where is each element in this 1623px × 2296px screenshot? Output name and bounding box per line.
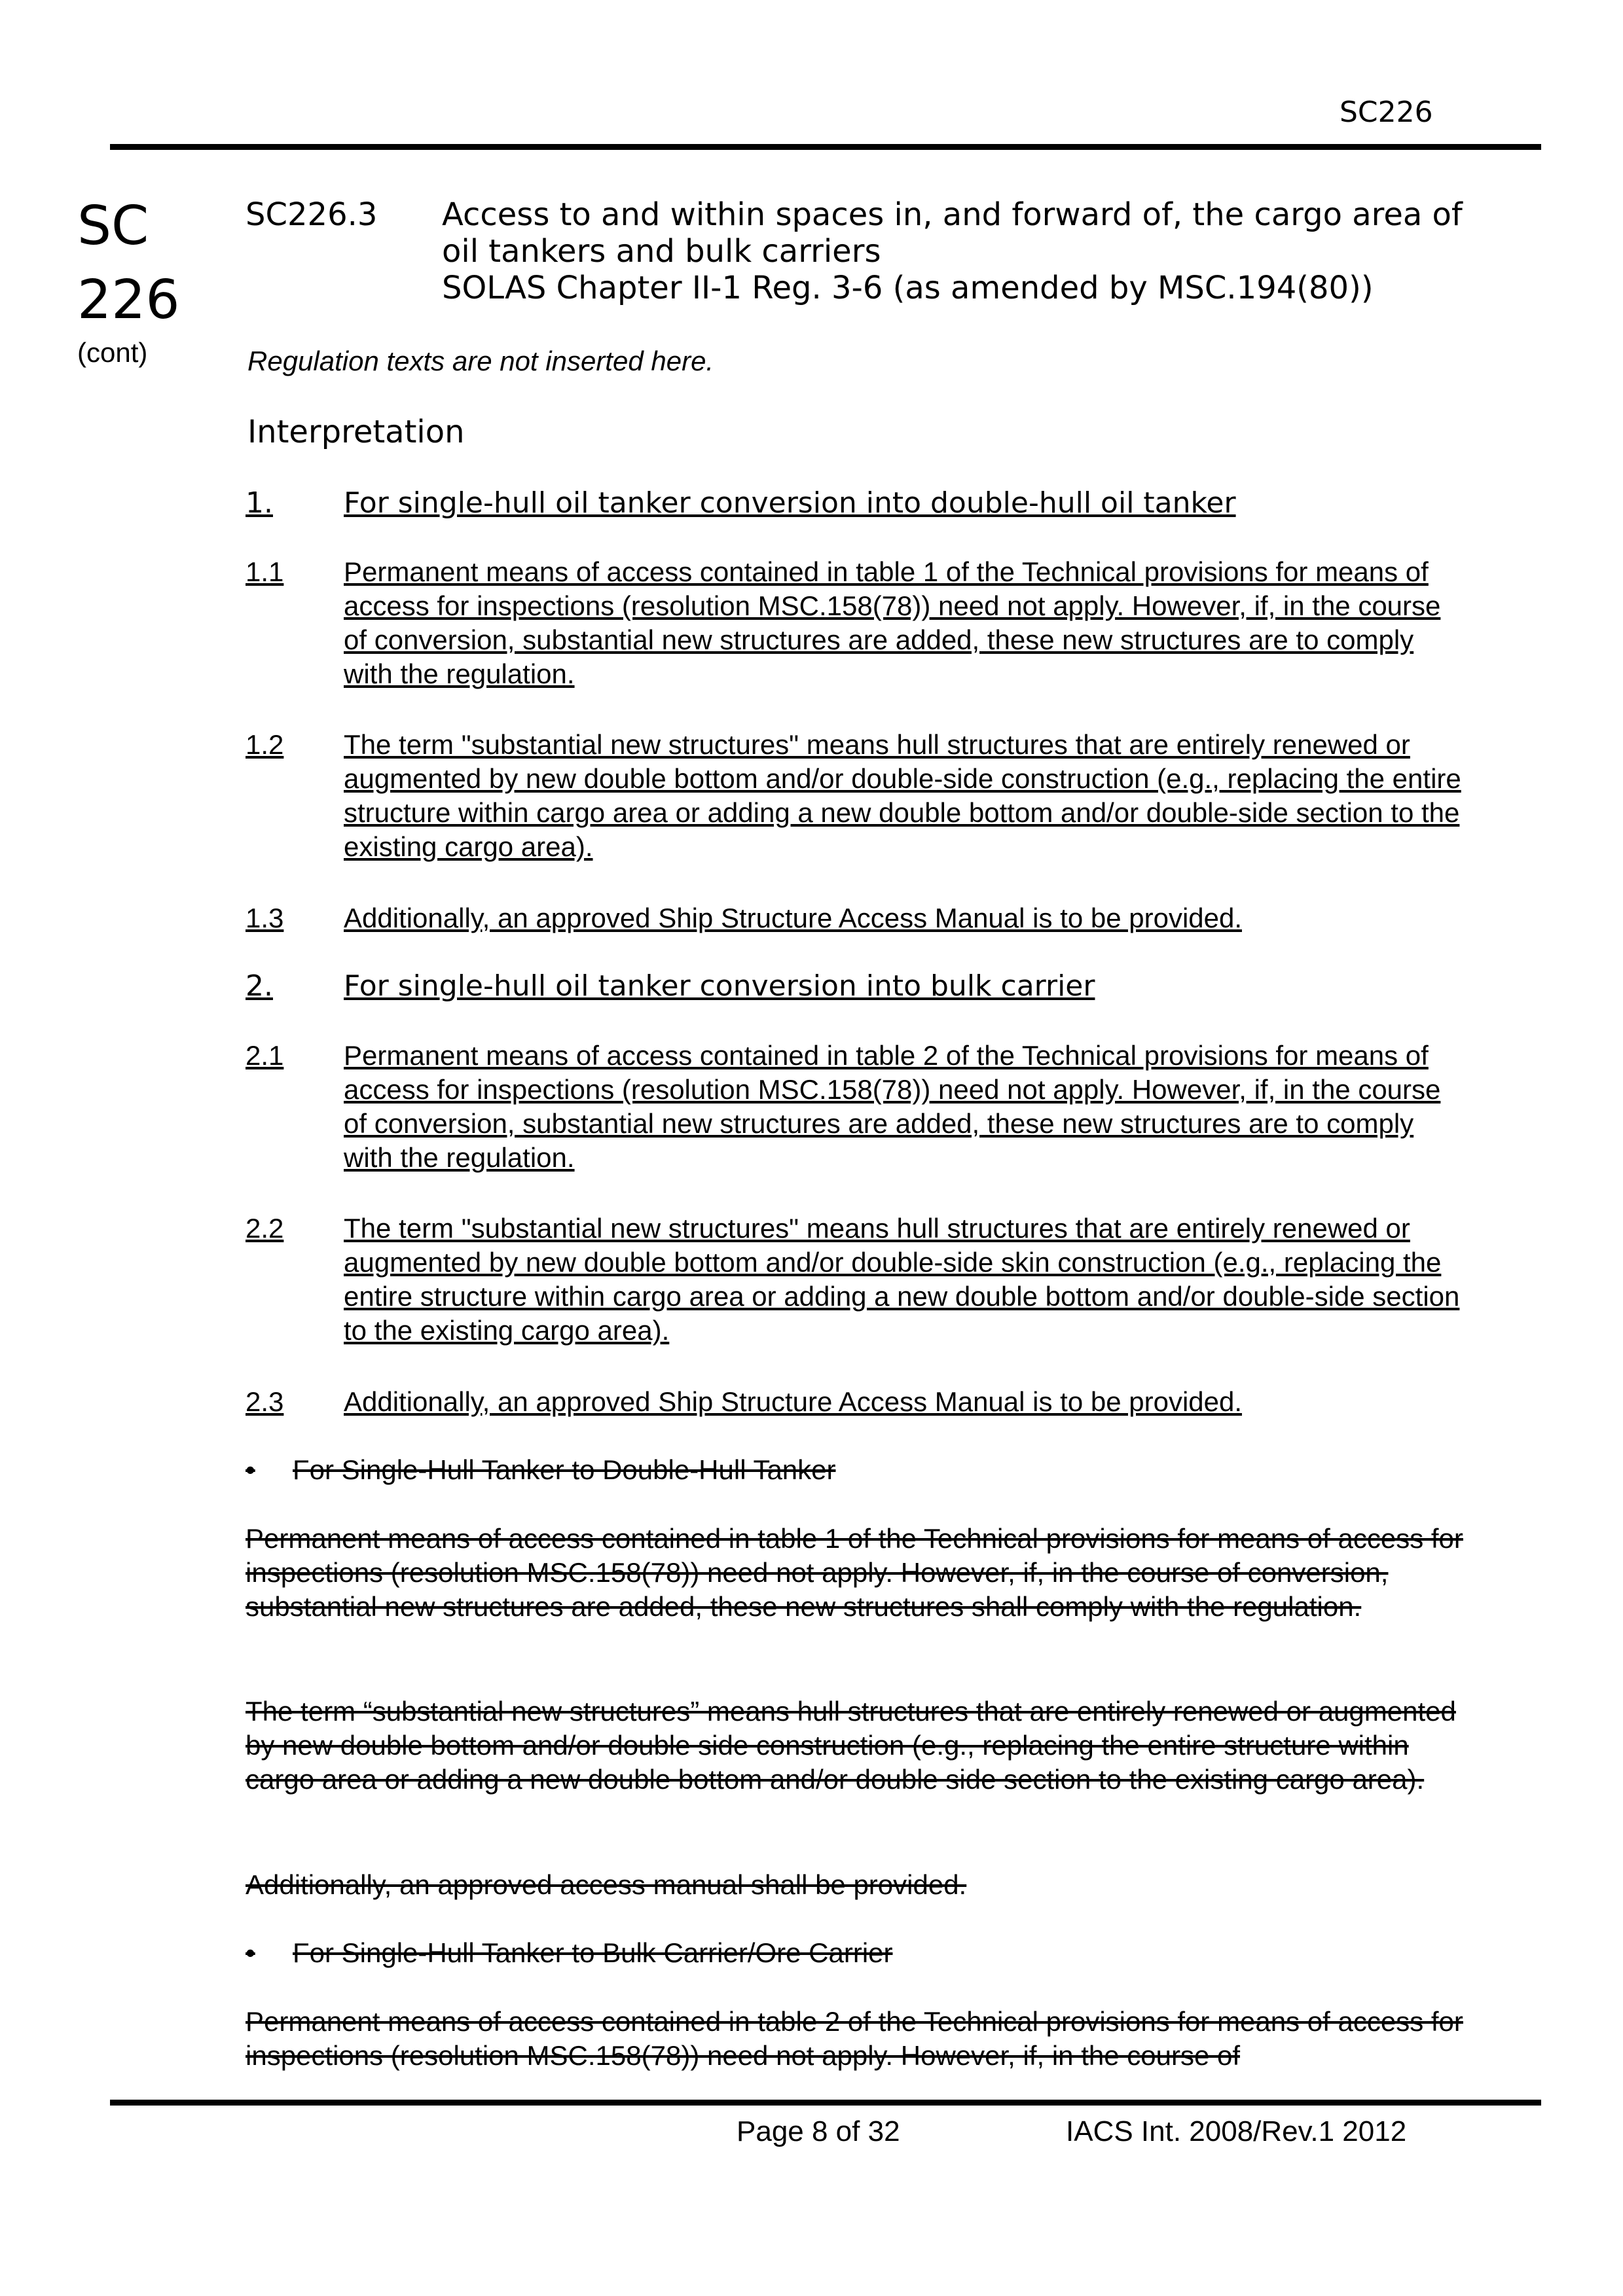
sidebar-sc: SC xyxy=(77,195,149,257)
deleted-bullet-1 xyxy=(246,1453,836,1487)
deleted-text-4: Permanent means of access contained in table 2 of the Technical provisions for means of access for inspections (resolution MSC.158(78)) need not apply. However, if, in the course of xyxy=(246,2006,1463,2071)
paragraph-number: 1.1 xyxy=(246,556,284,587)
paragraph-number: 2.1 xyxy=(246,1040,284,1071)
deleted-text-2: The term “substantial new structures” means hull structures that are entirely renewed or augmented by new double bottom and/or double side construction (e.g., replacing the entire structure within cargo area or adding a new double bottom and/or double side section to the existing cargo area). xyxy=(246,1696,1456,1795)
paragraph-text: Additionally, an approved Ship Structure Access Manual is to be provided. xyxy=(344,1386,1243,1417)
deleted-bullet-text: For Single-Hull Tanker to Bulk Carrier/Ore Carrier xyxy=(293,1937,893,1968)
regulation-note: Regulation texts are not inserted here. xyxy=(247,346,714,376)
deleted-bullet-text: For Single-Hull Tanker to Double-Hull Tanker xyxy=(293,1454,836,1485)
header-code: SC226 xyxy=(1340,96,1433,129)
paragraph-1-3 xyxy=(246,901,1470,935)
paragraph-number: 2.3 xyxy=(246,1386,284,1417)
section-subtitle: SOLAS Chapter II-1 Reg. 3-6 (as amended by MSC.194(80)) xyxy=(442,270,1374,306)
paragraph-2-2 xyxy=(246,1211,1470,1348)
section-title: Access to and within spaces in, and forward of, the cargo area of oil tankers and bulk carriers xyxy=(442,196,1463,270)
paragraph-number: 2. xyxy=(246,969,273,1003)
paragraph-2 xyxy=(246,969,1470,1003)
deleted-bullet-2 xyxy=(246,1936,893,1970)
paragraph-text: The term "substantial new structures" means hull structures that are entirely renewed or augmented by new double bottom and/or double-side skin construction (e.g., replacing the entire structure within cargo area or adding a new double bottom and/or double-side section to the existing cargo area). xyxy=(344,1213,1460,1346)
paragraph-text: For single-hull oil tanker conversion into bulk carrier xyxy=(344,969,1095,1003)
paragraph-number: 1.3 xyxy=(246,903,284,933)
paragraph-text: For single-hull oil tanker conversion into double-hull oil tanker xyxy=(344,486,1236,520)
paragraph-1-2 xyxy=(246,728,1470,864)
paragraph-1-1 xyxy=(246,555,1470,691)
paragraph-number: 2.2 xyxy=(246,1213,284,1244)
section-number: SC226.3 xyxy=(246,196,378,233)
paragraph-number: 1. xyxy=(246,486,273,520)
footer-document-id: IACS Int. 2008/Rev.1 2012 xyxy=(1066,2115,1407,2147)
deleted-text-1: Permanent means of access contained in table 1 of the Technical provisions for means of access for inspections (resolution MSC.158(78)) need not apply. However, if, in the course of conversion, substantial new structures are added, these new structures shall comply with the regulation. xyxy=(246,1523,1463,1622)
sidebar-number: 226 xyxy=(77,269,180,331)
bullet-dot-icon: • xyxy=(246,1937,255,1968)
paragraph-2-1 xyxy=(246,1039,1470,1175)
deleted-text-3: Additionally, an approved access manual shall be provided. xyxy=(246,1869,967,1900)
bullet-dot-icon: • xyxy=(246,1454,255,1485)
paragraph-text: Additionally, an approved Ship Structure Access Manual is to be provided. xyxy=(344,903,1243,933)
paragraph-text: Permanent means of access contained in table 2 of the Technical provisions for means of access for inspections (resolution MSC.158(78)) need not apply. However, if, in the course of conversion, substantial new structures are added, these new structures are to comply with the regulation. xyxy=(344,1040,1441,1173)
paragraph-text: Permanent means of access contained in table 1 of the Technical provisions for means of access for inspections (resolution MSC.158(78)) need not apply. However, if, in the course of conversion, substantial new structures are added, these new structures are to comply with the regulation. xyxy=(344,556,1441,689)
paragraph-2-3 xyxy=(246,1385,1470,1419)
interpretation-heading: Interpretation xyxy=(247,414,465,450)
paragraph-text: The term "substantial new structures" means hull structures that are entirely renewed or augmented by new double bottom and/or double-side construction (e.g., replacing the entire structure within cargo area or adding a new double bottom and/or double-side section to the existing cargo area). xyxy=(344,729,1461,862)
footer-page-number: Page 8 of 32 xyxy=(737,2115,900,2147)
header-rule xyxy=(110,144,1541,150)
sidebar-cont: (cont) xyxy=(77,337,148,368)
paragraph-1 xyxy=(246,486,1470,520)
paragraph-number: 1.2 xyxy=(246,729,284,760)
footer-rule xyxy=(110,2100,1541,2106)
